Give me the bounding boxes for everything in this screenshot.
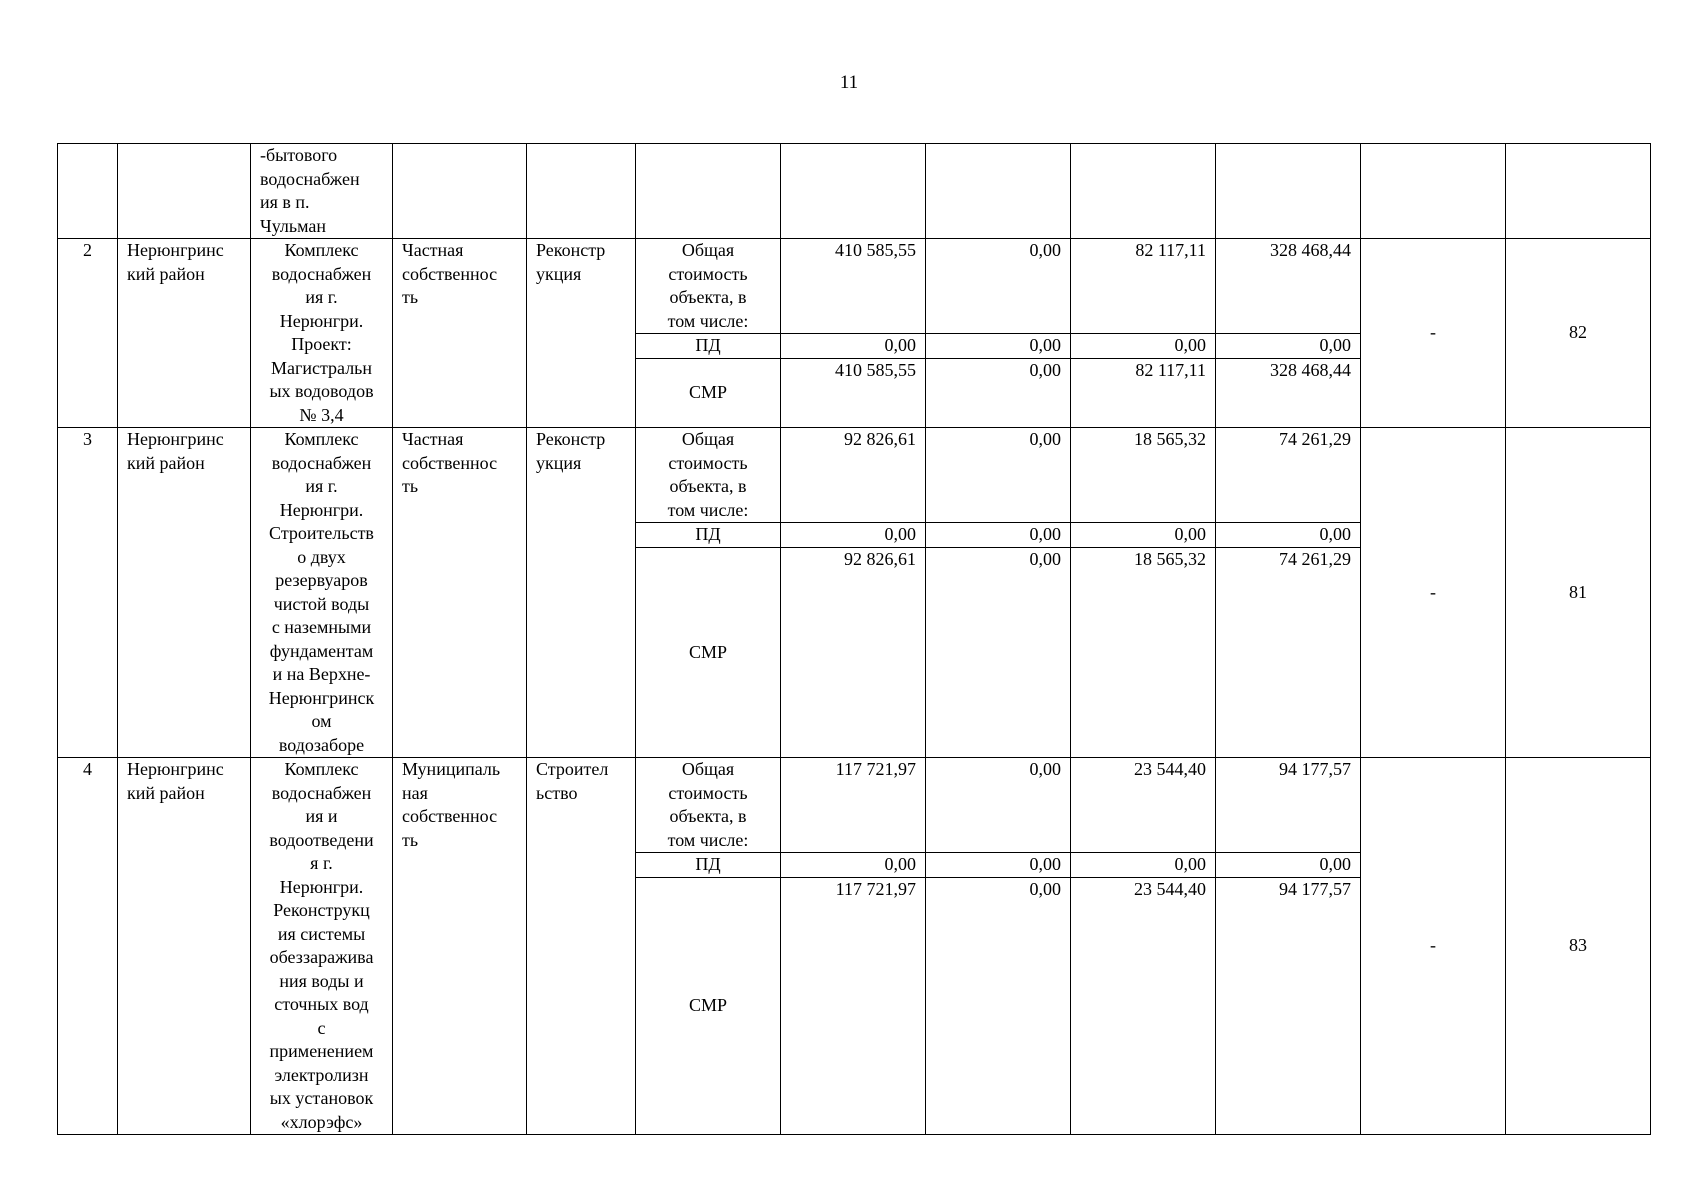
object-name-cell: Комплекс водоснабжен ия г. Нерюнгри. Проект: Магистральн ых водоводов № 3,4 (251, 239, 393, 428)
dash-cell: - (1361, 239, 1506, 428)
amount-cell: 0,00 (926, 548, 1071, 758)
region-cell: Нерюнгринс кий район (118, 239, 251, 428)
amount-cell: 0,00 (926, 853, 1071, 878)
investment-table (57, 143, 1651, 1135)
region-cell: Нерюнгринс кий район (118, 428, 251, 758)
object-name-cell: Комплекс водоснабжен ия г. Нерюнгри. Строительств о двух резервуаров чистой воды с наземными фундаментам и на Верхне- Нерюнгринск ом водозаборе (251, 428, 393, 758)
amount-cell: 82 117,11 (1071, 239, 1216, 334)
amount-cell: 0,00 (1071, 853, 1216, 878)
row-number: 3 (58, 428, 118, 758)
page-number: 11 (839, 72, 859, 93)
amount-cell: 94 177,57 (1216, 758, 1361, 853)
amount-cell: 0,00 (926, 758, 1071, 853)
work-type-cell: Строител ьство (527, 758, 636, 1135)
amount-cell: 328 468,44 (1216, 239, 1361, 334)
amount-cell: 328 468,44 (1216, 358, 1361, 427)
total-cost-label: Общая стоимость объекта, в том числе: (636, 239, 781, 334)
amount-cell: 0,00 (926, 523, 1071, 548)
smr-label: СМР (636, 358, 781, 427)
amount-cell: 0,00 (926, 428, 1071, 523)
amount-cell: 117 721,97 (781, 877, 926, 1134)
amount-cell: 0,00 (781, 334, 926, 359)
dash-cell: - (1361, 428, 1506, 758)
score-cell: 83 (1506, 758, 1651, 1135)
amount-cell: 0,00 (926, 239, 1071, 334)
amount-cell: 117 721,97 (781, 758, 926, 853)
row-number: 4 (58, 758, 118, 1135)
amount-cell: 0,00 (926, 334, 1071, 359)
work-type-cell: Реконстр укция (527, 428, 636, 758)
amount-cell: 82 117,11 (1071, 358, 1216, 427)
amount-cell: 0,00 (781, 853, 926, 878)
amount-cell: 0,00 (1071, 523, 1216, 548)
amount-cell: 18 565,32 (1071, 548, 1216, 758)
total-cost-label: Общая стоимость объекта, в том числе: (636, 758, 781, 853)
score-cell: 81 (1506, 428, 1651, 758)
amount-cell: 0,00 (1071, 334, 1216, 359)
dash-cell: - (1361, 758, 1506, 1135)
pd-label: ПД (636, 334, 781, 359)
continuation-row (58, 144, 1651, 239)
work-type-cell: Реконстр укция (527, 239, 636, 428)
amount-cell: 92 826,61 (781, 428, 926, 523)
amount-cell: 92 826,61 (781, 548, 926, 758)
object-name-cell: -бытового водоснабжен ия в п. Чульман (251, 144, 393, 239)
amount-cell: 94 177,57 (1216, 877, 1361, 1134)
ownership-cell: Муниципаль ная собственнос ть (393, 758, 527, 1135)
smr-label: СМР (636, 548, 781, 758)
amount-cell: 0,00 (1216, 334, 1361, 359)
object-name-cell: Комплекс водоснабжен ия и водоотведени я г. Нерюнгри. Реконструкц ия системы обеззаражива ния воды и сточных вод с применением электролизн ых установок «хлорэфс» (251, 758, 393, 1135)
amount-cell: 74 261,29 (1216, 548, 1361, 758)
ownership-cell: Частная собственнос ть (393, 428, 527, 758)
amount-cell: 0,00 (1216, 853, 1361, 878)
score-cell: 82 (1506, 239, 1651, 428)
amount-cell: 23 544,40 (1071, 758, 1216, 853)
total-cost-label: Общая стоимость объекта, в том числе: (636, 428, 781, 523)
amount-cell: 23 544,40 (1071, 877, 1216, 1134)
amount-cell: 0,00 (926, 877, 1071, 1134)
amount-cell: 0,00 (926, 358, 1071, 427)
amount-cell: 410 585,55 (781, 239, 926, 334)
row-number: 2 (58, 239, 118, 428)
table-row (58, 239, 1651, 334)
table-row (58, 428, 1651, 523)
pd-label: ПД (636, 853, 781, 878)
pd-label: ПД (636, 523, 781, 548)
region-cell: Нерюнгринс кий район (118, 758, 251, 1135)
amount-cell: 0,00 (1216, 523, 1361, 548)
amount-cell: 410 585,55 (781, 358, 926, 427)
amount-cell: 18 565,32 (1071, 428, 1216, 523)
amount-cell: 0,00 (781, 523, 926, 548)
num-cell (58, 144, 118, 239)
table-row (58, 758, 1651, 853)
smr-label: СМР (636, 877, 781, 1134)
region-cell (118, 144, 251, 239)
amount-cell: 74 261,29 (1216, 428, 1361, 523)
ownership-cell: Частная собственнос ть (393, 239, 527, 428)
